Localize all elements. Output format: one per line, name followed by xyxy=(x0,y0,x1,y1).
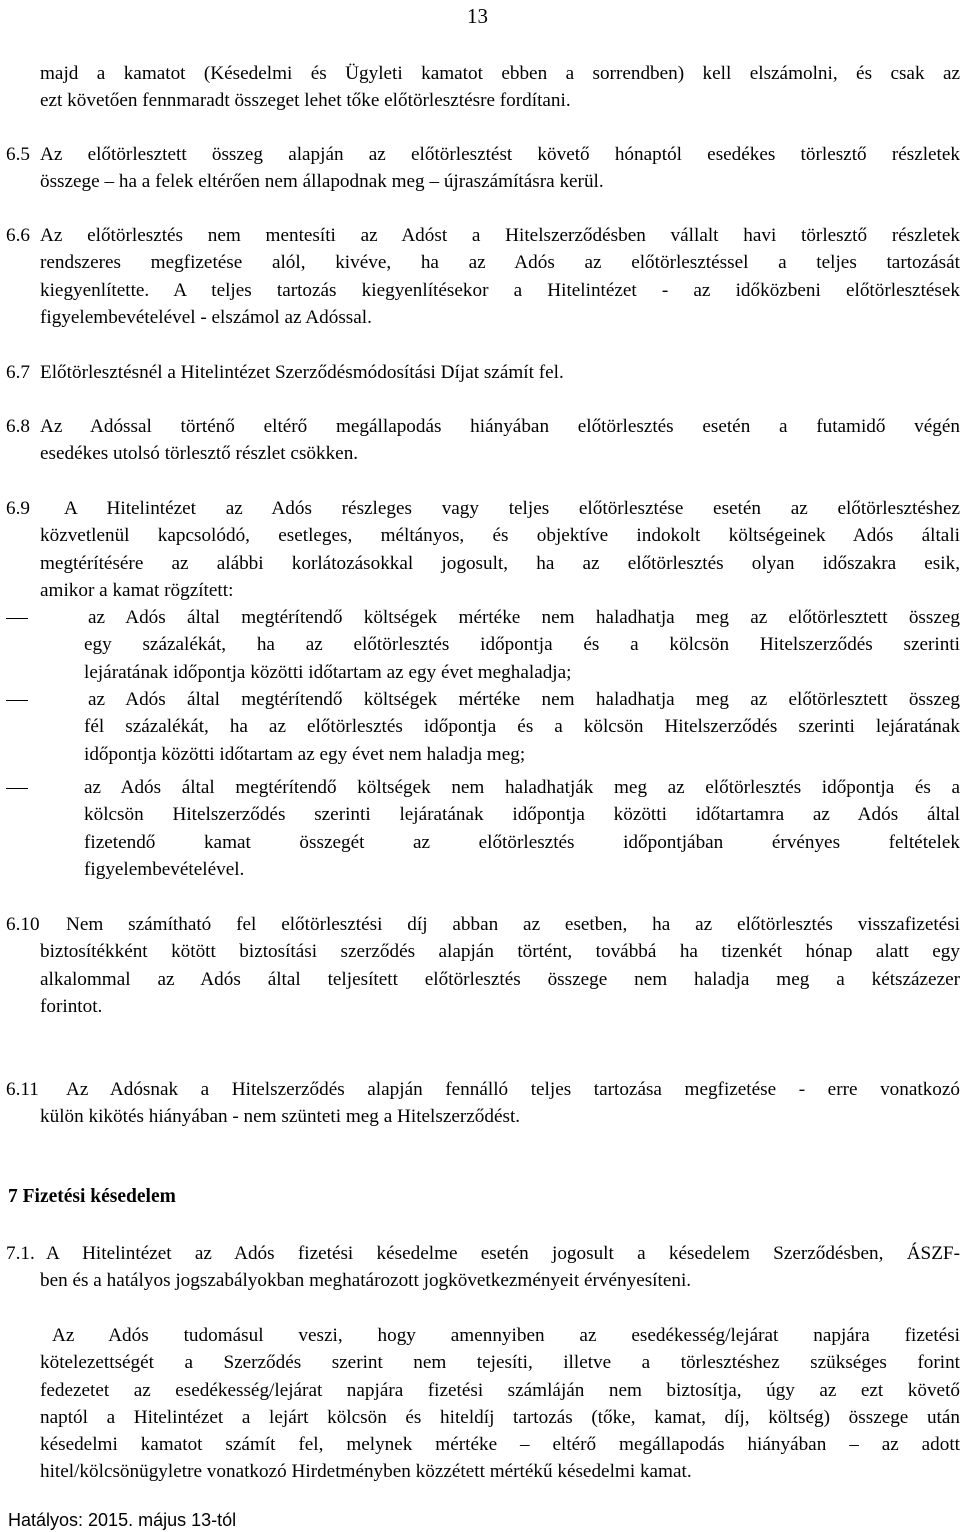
text-line: lejáratának időpontja közötti időtartam az egy évet meghaladja; xyxy=(84,661,572,683)
text-line: fizetendő kamat összegét az előtörlesztés időpontjában érvényes feltételek xyxy=(84,831,960,853)
text-line: forintot. xyxy=(40,995,103,1017)
section-6-10 xyxy=(0,911,960,1020)
section-6-8 xyxy=(0,413,960,468)
section-number: 6.6 xyxy=(6,225,30,246)
text-line: közvetlenül kapcsolódó, esetleges, méltányos, és objektíve indokolt költségeinek Adós általi xyxy=(40,525,960,547)
text-line: kiegyenlítette. A teljes tartozás kiegyenlítésekor a Hitelintézet - az időközbeni előtörlesztések xyxy=(40,279,960,301)
list-item xyxy=(0,604,960,686)
paragraph-late-payment xyxy=(0,1322,960,1486)
text-line: kölcsön Hitelszerződés szerinti lejáratának időpontja közötti időtartamra az Adós által xyxy=(84,804,960,826)
text-line: biztosítékként kötött biztosítási szerződés alapján történt, továbbá ha tizenkét hónap alatt egy xyxy=(40,941,960,963)
text-line: kötelezettségét a Szerződés szerint nem tejesíti, illetve a törlesztéshez szükséges forint xyxy=(40,1352,960,1374)
section-6-9 xyxy=(0,495,960,604)
text-line: az Adós által megtérítendő költségek mértéke nem haladhatja meg az előtörlesztett összeg xyxy=(88,689,960,710)
section-number: 6.11 xyxy=(6,1079,39,1100)
text-line: összege – ha a felek eltérően nem állapodnak meg – újraszámításra kerül. xyxy=(40,171,604,193)
section-number: 6.9 xyxy=(6,498,30,519)
text-line: hitel/kölcsönügyletre vonatkozó Hirdetményben közzétett mértékű késedelmi kamat. xyxy=(40,1461,692,1483)
section-7-1 xyxy=(0,1240,960,1295)
text-line: egy százalékát, ha az előtörlesztés időpontja és a kölcsön Hitelszerződés szerinti xyxy=(84,634,960,656)
text-line: figyelembevételével - elszámol az Adóssal. xyxy=(40,306,372,328)
section-number: 6.10 xyxy=(6,914,40,935)
section-6-11 xyxy=(0,1076,960,1131)
text-line: Az Adós tudomásul veszi, hogy amennyiben az esedékesség/lejárat napjára fizetési xyxy=(52,1325,960,1346)
section-6-6 xyxy=(0,222,960,331)
section-6-7 xyxy=(0,359,960,386)
section-number: 7.1. xyxy=(6,1243,35,1264)
text-line: figyelembevételével. xyxy=(84,858,245,880)
text-line: majd a kamatot (Késedelmi és Ügyleti kamatot ebben a sorrendben) kell elszámolni, és csak az xyxy=(40,63,960,84)
text-line: alkalommal az Adós által teljesített előtörlesztés összege nem haladja meg a kétszázezer xyxy=(40,968,960,990)
text-line: az Adós által megtérítendő költségek nem haladhatják meg az előtörlesztés időpontja és a xyxy=(84,777,960,798)
text-line: Az előtörlesztés nem mentesíti az Adóst a Hitelszerződésben vállalt havi törlesztő részletek xyxy=(40,225,960,246)
text-line: A Hitelintézet az Adós fizetési késedelme esetén jogosult a késedelem Szerződésben, ÁSZF- xyxy=(46,1243,960,1264)
text-line: amikor a kamat rögzített: xyxy=(40,579,234,601)
text-line: ben és a hatályos jogszabályokban meghatározott jogkövetkezményeit érvényesíteni. xyxy=(40,1270,692,1292)
list-item xyxy=(0,774,960,883)
text-line: naptól a Hitelintézet a lejárt kölcsön és hiteldíj tartozás (tőke, kamat, díj, költség) összege után xyxy=(40,1406,960,1428)
text-line: Az Adóssal történő eltérő megállapodás hiányában előtörlesztés esetén a futamidő végén xyxy=(40,416,960,437)
section-6-5 xyxy=(0,141,960,196)
text-line: időpontja közötti időtartam az egy évet nem haladja meg; xyxy=(84,743,526,765)
text-line: ezt követően fennmaradt összeget lehet tőke előtörlesztésre fordítani. xyxy=(40,90,571,112)
paragraph-intro xyxy=(0,60,960,115)
section-number: 6.5 xyxy=(6,144,30,165)
list-item xyxy=(0,686,960,768)
text-line: Az előtörlesztett összeg alapján az előtörlesztést követő hónaptól esedékes törlesztő részletek xyxy=(40,144,960,165)
text-line: Az Adósnak a Hitelszerződés alapján fennálló teljes tartozása megfizetése - erre vonatkozó xyxy=(66,1079,960,1100)
section-number: 6.7 xyxy=(6,362,30,383)
text-line: Előtörlesztésnél a Hitelintézet Szerződésmódosítási Díjat számít fel. xyxy=(40,362,564,383)
text-line: A Hitelintézet az Adós részleges vagy teljes előtörlesztése esetén az előtörlesztéshez xyxy=(64,498,960,519)
page-number: 13 xyxy=(467,4,488,28)
text-line: megtérítésére az alábbi korlátozásokkal jogosult, ha az előtörlesztés olyan időszakra esik, xyxy=(40,552,960,574)
text-line: az Adós által megtérítendő költségek mértéke nem haladhatja meg az előtörlesztett összeg xyxy=(88,607,960,628)
text-line: fedezetet az esedékesség/lejárat napjára fizetési számláján nem biztosítja, úgy az ezt követő xyxy=(40,1379,960,1401)
section-number: 6.8 xyxy=(6,416,30,437)
text-line: késedelmi kamatot számít fel, melynek mértéke – eltérő megállapodás hiányában – az adott xyxy=(40,1434,960,1456)
text-line: fél százalékát, ha az előtörlesztés időpontja és a kölcsön Hitelszerződés szerinti lejáratának xyxy=(84,716,960,738)
text-line: rendszeres megfizetése alól, kivéve, ha az Adós az előtörlesztéssel a teljes tartozását xyxy=(40,252,960,274)
section-heading: 7 Fizetési késedelem xyxy=(8,1186,176,1207)
footer-effective-date: Hatályos: 2015. május 13-tól xyxy=(8,1510,237,1530)
text-line: Nem számítható fel előtörlesztési díj abban az esetben, ha az előtörlesztés visszafizetési xyxy=(66,914,960,935)
text-line: külön kikötés hiányában - nem szünteti meg a Hitelszerződést. xyxy=(40,1106,521,1128)
text-line: esedékes utolsó törlesztő részlet csökken. xyxy=(40,443,359,465)
